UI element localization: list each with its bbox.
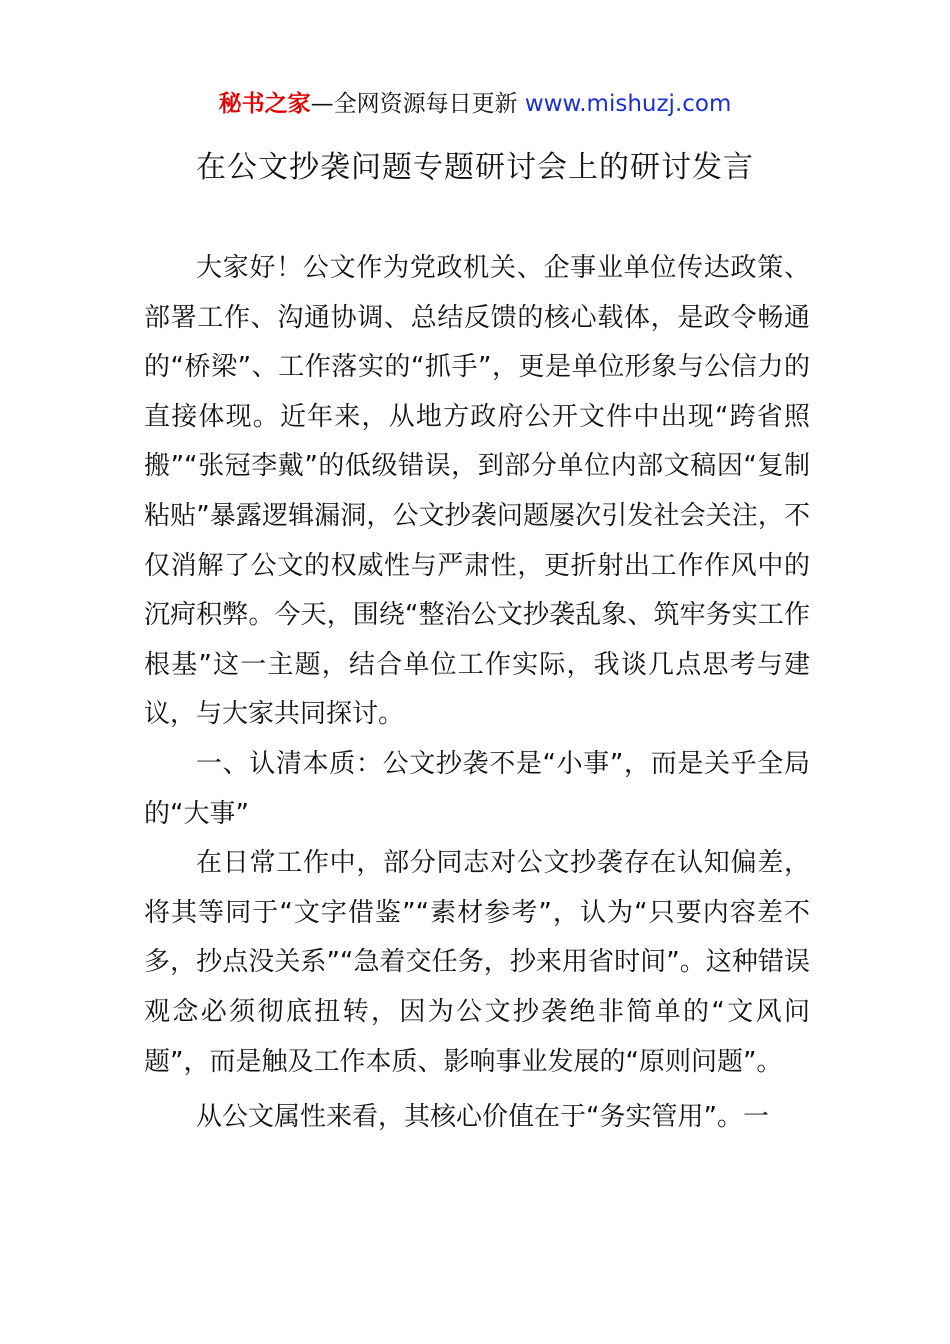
brand-name: 秘书之家 [218, 91, 311, 117]
site-header [0, 88, 950, 120]
header-tagline: —全网资源每日更新 [310, 91, 525, 117]
document-title: 在公文抄袭问题专题研讨会上的研讨发言 [196, 150, 754, 185]
section-heading-1: 一、认清本质：公文抄袭不是“小事”，而是关乎全局的“大事” [144, 748, 810, 829]
site-url-link[interactable]: www.mishuzj.com [524, 91, 732, 117]
paragraph-intro: 大家好！公文作为党政机关、企事业单位传达政策、部署工作、沟通协调、总结反馈的核心载体，是政令畅通的“桥梁”、工作落实的“抓手”，更是单位形象与公信力的直接体现。近年来，从地方政府公开文件中出现“跨省照搬”“张冠李戴”的低级错误，到部分单位内部文稿因“复制粘贴”暴露逻辑漏洞，公文抄袭问题屡次引发社会关注，不仅消解了公文的权威性与严肃性，更折射出工作作风中的沉疴积弊。今天，围绕“整治公文抄袭乱象、筑牢务实工作根基”这一主题，结合单位工作实际，我谈几点思考与建议，与大家共同探讨。 [144, 253, 810, 730]
paragraph-2: 在日常工作中，部分同志对公文抄袭存在认知偏差，将其等同于“文字借鉴”“素材参考”，认为“只要内容差不多，抄点没关系”“急着交任务，抄来用省时间”。这种错误观念必须彻底扭转，因为公文抄袭绝非简单的“文风问题”，而是触及工作本质、影响事业发展的“原则问题”。 [144, 848, 810, 1077]
document-body [144, 244, 810, 1143]
paragraph-3: 从公文属性来看，其核心价值在于“务实管用”。一 [196, 1102, 769, 1133]
